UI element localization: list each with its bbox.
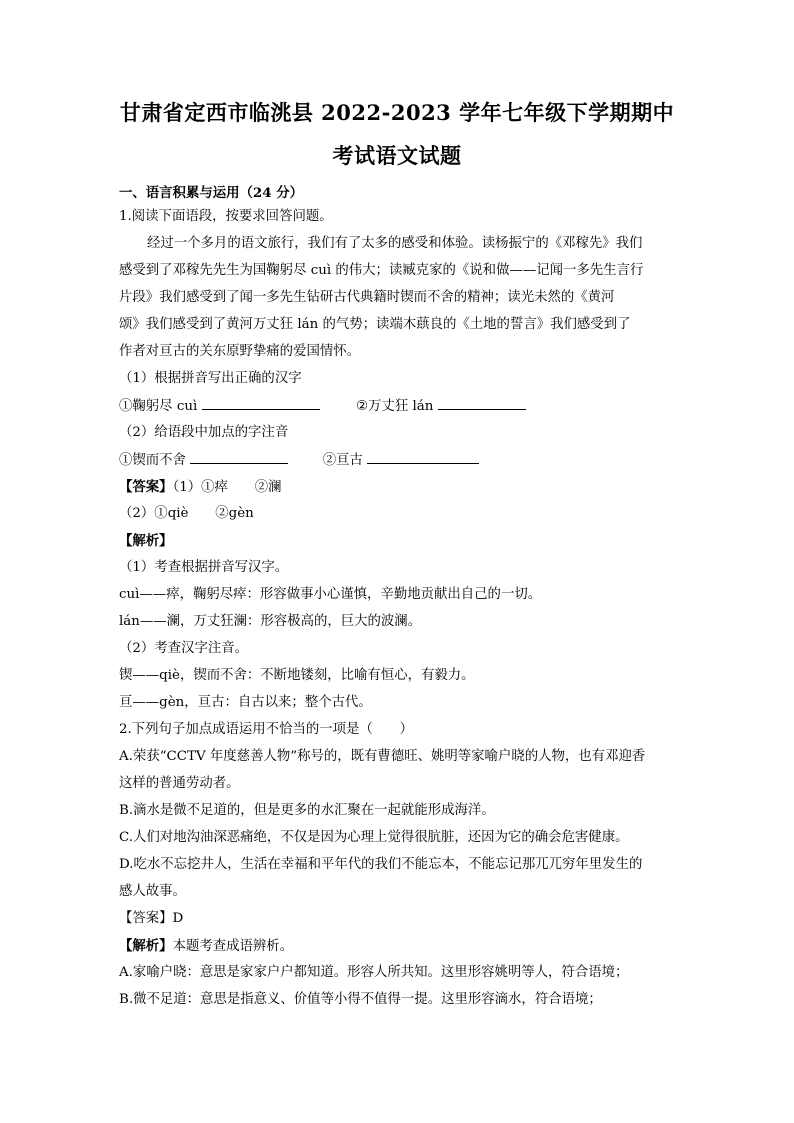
passage-line: 经过一个多月的语文旅行，我们有了太多的感受和体验。读杨振宁的《邓稼先》我们 (147, 236, 643, 251)
passage-line: 片段》我们感受到了闻一多先生钻研古代典籍时锲而不舍的精神；读光未然的《黄河 (119, 290, 615, 305)
option-line: 这样的普通劳动者。 (119, 776, 240, 791)
analysis-line: B.微不足道：意思是指意义、价值等小得不值得一提。这里形容滴水，符合语境； (119, 992, 602, 1007)
answer-row-1 (119, 478, 282, 497)
analysis-intro: 本题考查成语辨析。 (172, 939, 294, 954)
analysis-line: A.家喻户晓：意思是家家户户都知道。形容人所共知。这里形容姚明等人，符合语境； (119, 965, 629, 980)
document-title-line1: 甘肃省定西市临洮县 2022-2023 学年七年级下学期期中 (119, 100, 675, 125)
option-line: D.吃水不忘挖井人，生活在幸福和平年代的我们不能忘本，不能忘记那兀兀穷年里发生的 (119, 857, 643, 872)
answer-row-2: （2）①qiè ②gèn (119, 506, 254, 521)
answer-row: 【答案】D (119, 911, 184, 926)
analysis-row (119, 937, 293, 956)
fill-label: ①鞠躬尽 cuì (119, 399, 198, 414)
answer-text: （1）①瘁 ②澜 (172, 480, 282, 495)
fill-label: ②亘古 (322, 453, 363, 468)
analysis-line: cuì——瘁，鞠躬尽瘁：形容做事小心谨慎，辛勤地贡献出自己的一切。 (119, 587, 542, 602)
analysis-line: （2）考查汉字注音。 (119, 641, 249, 656)
question-2-prompt: 2.下列句子加点成语运用不恰当的一项是（ ） (119, 722, 413, 737)
analysis-line: 亘——gèn，亘古：自古以来；整个古代。 (119, 695, 372, 710)
answer-blank[interactable] (367, 451, 479, 464)
sub-question-2: （2）给语段中加点的字注音 (119, 425, 289, 440)
option-line: A.荣获“CCTV 年度慈善人物”称号的，既有曹德旺、姚明等家喻户晓的人物，也有邓迎香 (119, 749, 646, 764)
passage-line: 感受到了邓稼先先生为国鞠躬尽 cuì 的伟大；读臧克家的《说和做——记闻一多先生言行 (119, 263, 644, 278)
answer-blank[interactable] (438, 397, 526, 410)
fill-blank-row-2 (119, 451, 479, 470)
answer-blank[interactable] (202, 397, 320, 410)
answer-label: 【答案】 (119, 479, 173, 495)
analysis-line: 锲——qiè，锲而不舍：不断地镂刻，比喻有恒心，有毅力。 (119, 668, 475, 683)
fill-label: ②万丈狂 lán (356, 399, 434, 414)
option-line: 感人故事。 (119, 884, 186, 899)
fill-blank-row-1 (119, 397, 526, 416)
answer-blank[interactable] (190, 451, 288, 464)
option-line: C.人们对地沟油深恶痛绝，不仅是因为心理上觉得很肮脏，还因为它的确会危害健康。 (119, 830, 629, 845)
analysis-line: （1）考查根据拼音写汉字。 (119, 560, 289, 575)
analysis-label: 【解析】 (119, 533, 173, 549)
section-heading: 一、语言积累与运用（24 分） (119, 185, 303, 201)
document-title-line2: 考试语文试题 (332, 143, 462, 168)
passage-line: 颂》我们感受到了黄河万丈狂 lán 的气势；读端木蕻良的《土地的誓言》我们感受到了 (119, 317, 631, 332)
analysis-line: lán——澜，万丈狂澜：形容极高的，巨大的波澜。 (119, 614, 422, 629)
option-line: B.滴水是微不足道的，但是更多的水汇聚在一起就能形成海洋。 (119, 803, 495, 818)
fill-label: ①锲而不舍 (119, 453, 186, 468)
passage-line: 作者对亘古的关东原野挚痛的爱国情怀。 (119, 344, 361, 359)
question-1-prompt: 1.阅读下面语段，按要求回答问题。 (119, 209, 333, 224)
analysis-label: 【解析】 (119, 938, 173, 954)
sub-question-1: （1）根据拼音写出正确的汉字 (119, 371, 302, 386)
